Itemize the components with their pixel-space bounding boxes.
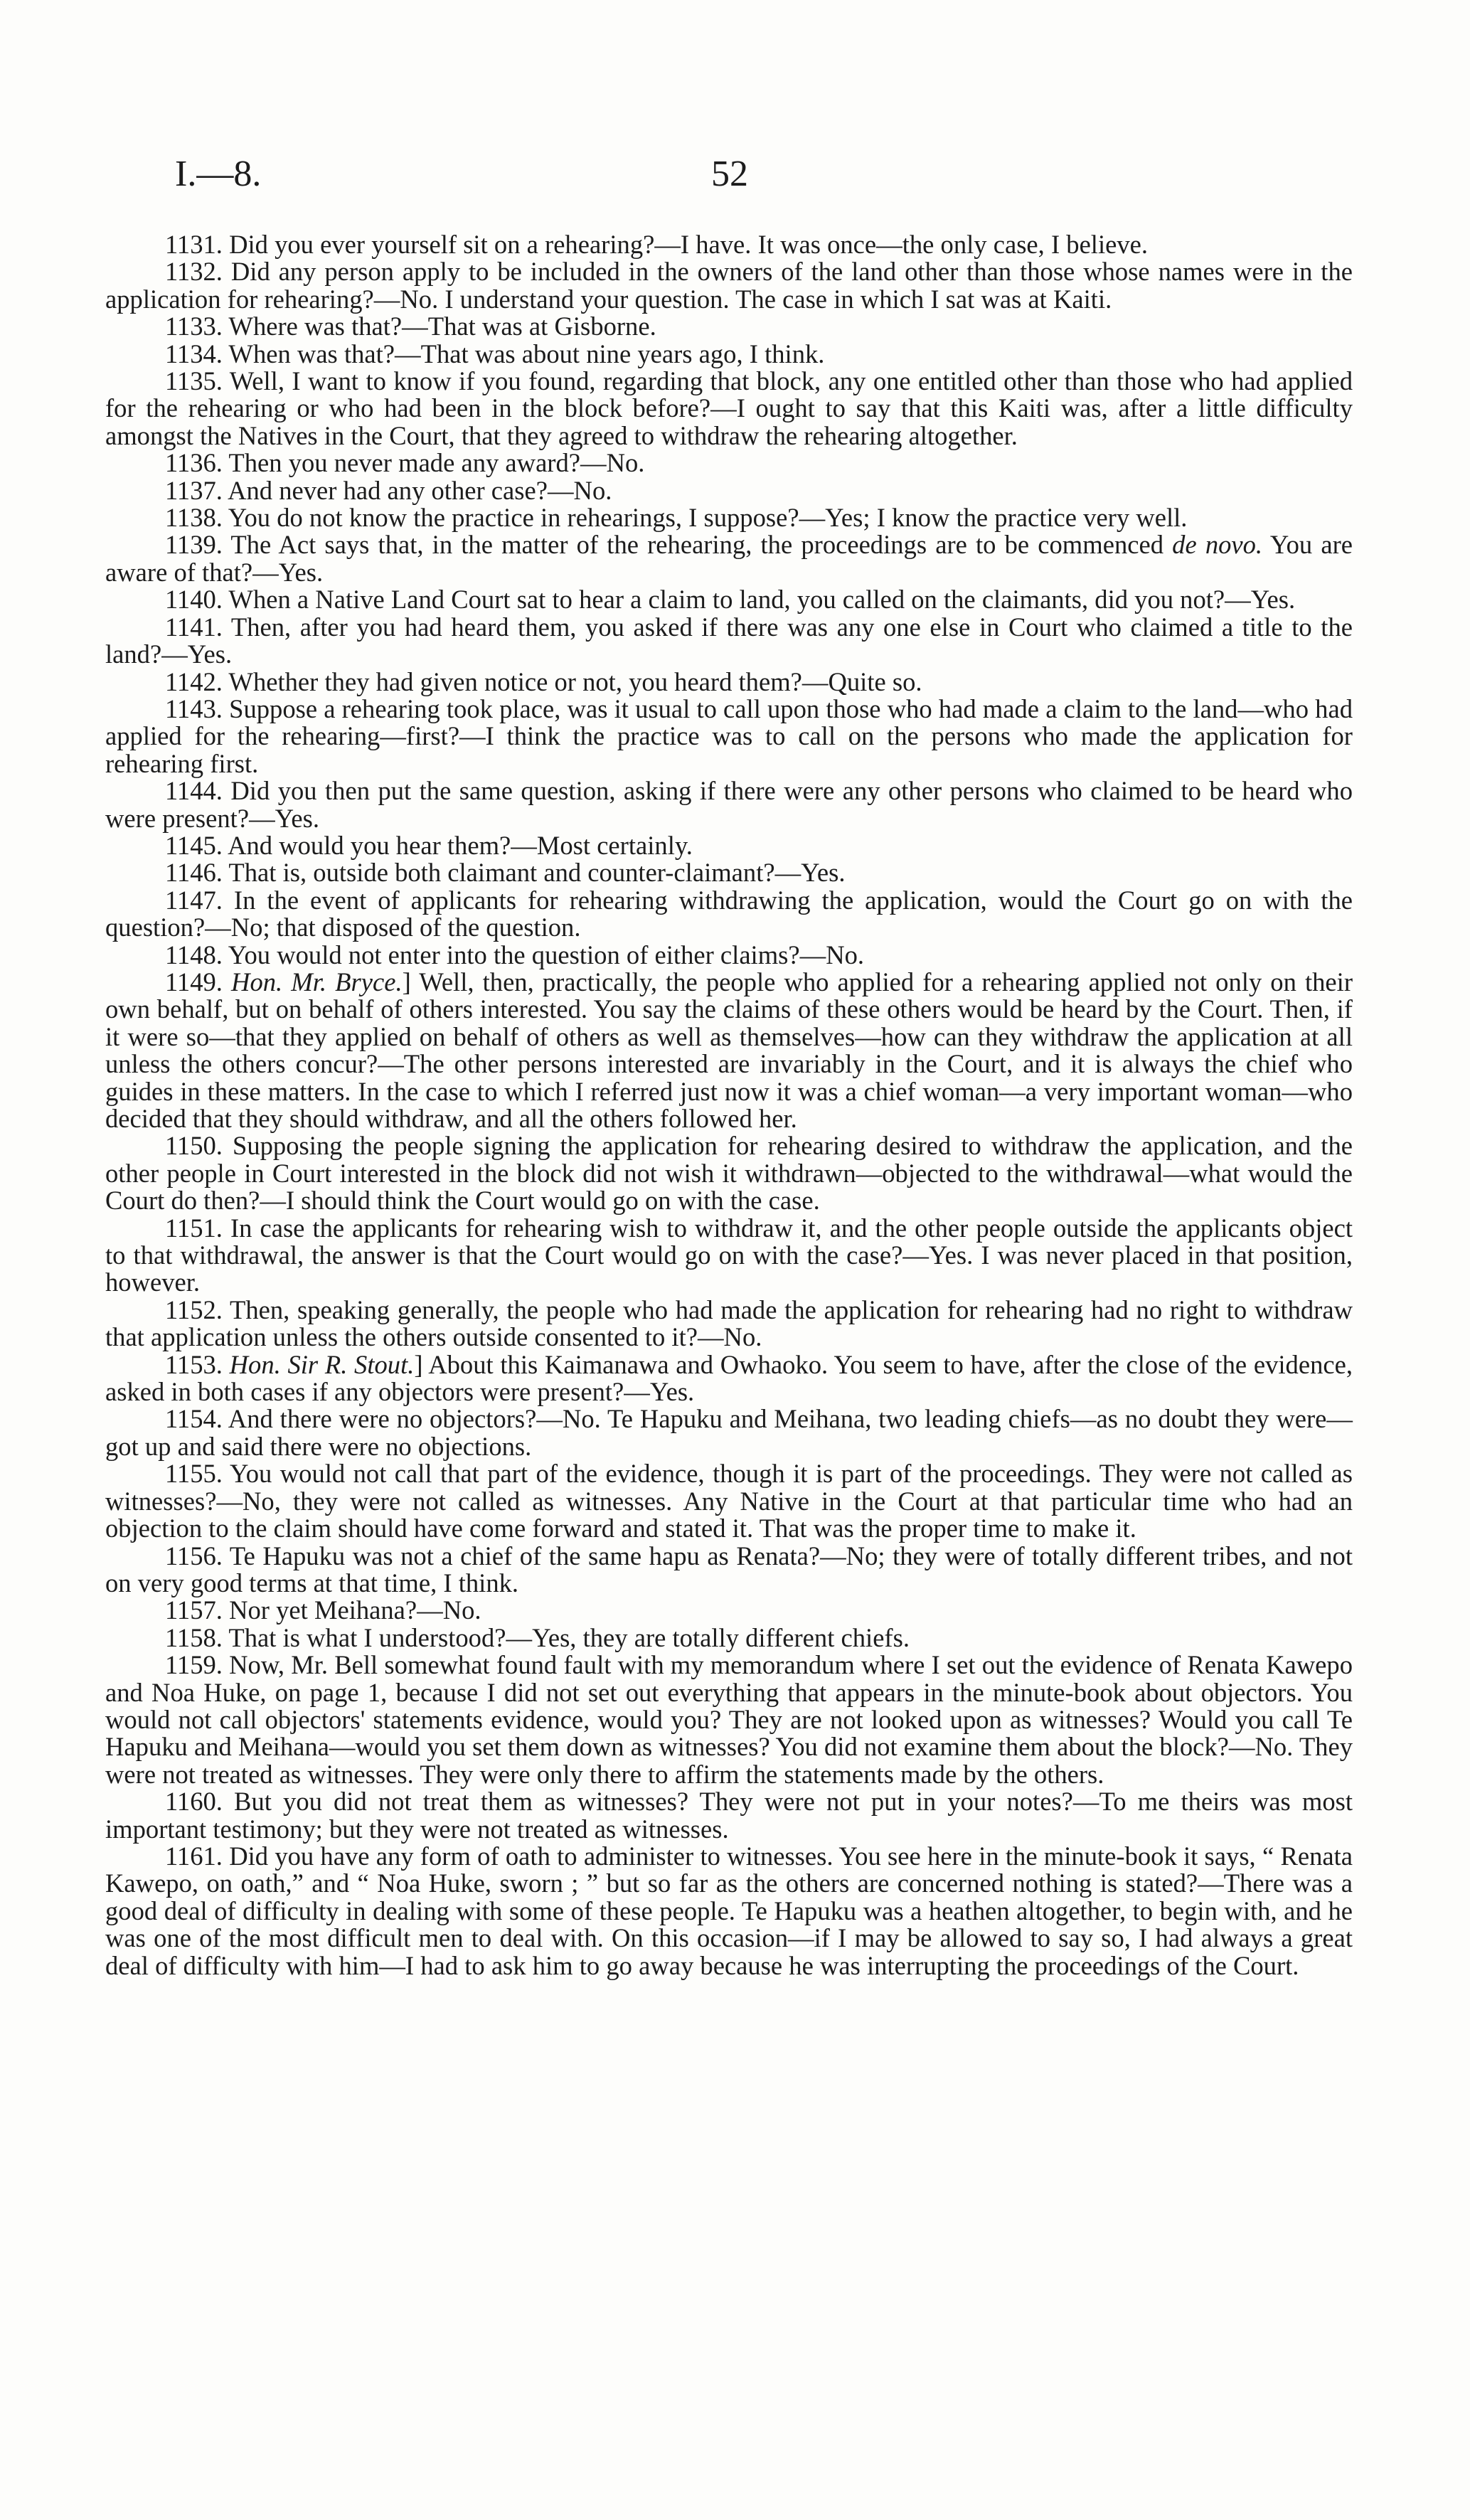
paragraph-1156: 1156. Te Hapuku was not a chief of the same hapu as Renata?—No; they were of totally different tribes, and not on very good terms at that time, I think. bbox=[105, 1541, 1353, 1597]
paragraph-1149: 1149. Hon. Mr. Bryce.] Well, then, practically, the people who applied for a rehearing applied not only on their own behalf, but on behalf of others interested. You say the claims of these others would be heard by the Court. Then, if it were so—that they applied on behalf of others as well as themselves—how can they withdraw the application at all unless the others concur?—The other persons interested are invariably in the Court, and it is always the chief who guides in these matters. In the case to which I referred just now it was a chief woman—a very important woman—who decided that they should withdraw, and all the others followed her. bbox=[105, 967, 1353, 1133]
paragraph-1131: 1131. Did you ever yourself sit on a rehearing?—I have. It was once—the only case, I believe. bbox=[165, 230, 1149, 259]
paragraph-1161: 1161. Did you have any form of oath to administer to witnesses. You see here in the minute-book it says, “ Renata Kawepo, on oath,” and “ Noa Huke, sworn ; ” but so far as the others are concerned nothing is stated?—There was a good deal of difficulty in dealing with some of these people. Te Hapuku was a heathen altogether, to begin with, and he was one of the most difficult men to deal with. On this occasion—if I may be allowed to say so, I had always a great deal of difficulty with him—I had to ask him to go away because he was interrupting the proceedings of the Court. bbox=[105, 1841, 1353, 1980]
paragraph-1152: 1152. Then, speaking generally, the people who had made the application for rehearing had no right to withdraw that application unless the others outside consented to it?—No. bbox=[105, 1294, 1353, 1352]
paragraph-1137: 1137. And never had any other case?—No. bbox=[165, 475, 612, 505]
page-number: 52 bbox=[711, 154, 748, 194]
paragraph-1146: 1146. That is, outside both claimant and counter-claimant?—Yes. bbox=[165, 858, 846, 888]
paragraph-1135: 1135. Well, I want to know if you found, regarding that block, any one entitled other than those who had applied for the rehearing or who had been in the block before?—I ought to say that this Kaiti was, after a little difficulty amongst the Natives in the Court, that they agreed to withdraw the rehearing altogether. bbox=[105, 366, 1353, 450]
paragraph-1134: 1134. When was that?—That was about nine years ago, I think. bbox=[165, 339, 825, 368]
paragraph-1144: 1144. Did you then put the same question, asking if there were any other persons who claimed to be heard who were present?—Yes. bbox=[105, 776, 1353, 833]
paragraph-1142: 1142. Whether they had given notice or not, you heard them?—Quite so. bbox=[165, 666, 922, 696]
evidence-body bbox=[105, 231, 1353, 1979]
paragraph-1145: 1145. And would you hear them?—Most certainly. bbox=[165, 830, 693, 860]
paragraph-1153: 1153. Hon. Sir R. Stout.] About this Kaimanawa and Owhaoko. You seem to have, after the close of the evidence, asked in both cases if any objectors were present?—Yes. bbox=[105, 1349, 1353, 1407]
paragraph-1154: 1154. And there were no objectors?—No. Te Hapuku and Meihana, two leading chiefs—as no doubt they were—got up and said there were no objections. bbox=[105, 1404, 1353, 1461]
paragraph-1159: 1159. Now, Mr. Bell somewhat found fault with my memorandum where I set out the evidence of Renata Kawepo and Noa Huke, on page 1, because I did not set out everything that appears in the minute-book about objectors. You would not call objectors' statements evidence, would you? They are not looked upon as witnesses? Would you call Te Hapuku and Meihana—would you set them down as witnesses? You did not examine them about the block?—No. They were not treated as witnesses. They were only there to affirm the statements made by the others. bbox=[105, 1650, 1353, 1789]
paragraph-1132: 1132. Did any person apply to be included in the owners of the land other than those whose names were in the application for rehearing?—No. I understand your question. The case in which I sat was at Kaiti. bbox=[105, 257, 1353, 314]
paper-reference: I.—8. bbox=[175, 154, 262, 194]
paragraph-1138: 1138. You do not know the practice in rehearings, I suppose?—Yes; I know the practice very well. bbox=[165, 503, 1188, 533]
paragraph-1133: 1133. Where was that?—That was at Gisborne. bbox=[165, 312, 656, 341]
paragraph-1160: 1160. But you did not treat them as witnesses? They were not put in your notes?—To me theirs was most important testimony; but they were not treated as witnesses. bbox=[105, 1787, 1353, 1844]
paragraph-1158: 1158. That is what I understood?—Yes, they are totally different chiefs. bbox=[165, 1622, 910, 1652]
paragraph-1148: 1148. You would not enter into the question of either claims?—No. bbox=[165, 940, 865, 969]
paragraph-1136: 1136. Then you never made any award?—No. bbox=[165, 448, 645, 478]
paragraph-1150: 1150. Supposing the people signing the application for rehearing desired to withdraw the application, and the other people in Court interested in the block did not wish it withdrawn—objected to the withdrawal—what would the Court do then?—I should think the Court would go on with the case. bbox=[105, 1131, 1353, 1216]
paragraph-1151: 1151. In case the applicants for rehearing wish to withdraw it, and the other people outside the applicants object to that withdrawal, the answer is that the Court would go on with the case?—Yes. I was never placed in that position, however. bbox=[105, 1213, 1353, 1297]
paragraph-1143: 1143. Suppose a rehearing took place, was it usual to call upon those who had made a claim to the land—who had applied for the rehearing—first?—I think the practice was to call on the persons who made the application for rehearing first. bbox=[105, 693, 1353, 778]
paragraph-1141: 1141. Then, after you had heard them, you asked if there was any one else in Court who claimed a title to the land?—Yes. bbox=[105, 612, 1353, 669]
paragraph-1147: 1147. In the event of applicants for rehearing withdrawing the application, would the Court go on with the question?—No; that disposed of the question. bbox=[105, 885, 1353, 942]
paragraph-1157: 1157. Nor yet Meihana?—No. bbox=[165, 1595, 481, 1625]
paragraph-1155: 1155. You would not call that part of the evidence, though it is part of the proceedings. They were not called as witnesses?—No, they were not called as witnesses. Any Native in the Court at that particular time who had an objection to the claim should have come forward and stated it. That was the proper time to make it. bbox=[105, 1459, 1353, 1543]
paragraph-1140: 1140. When a Native Land Court sat to hear a claim to land, you called on the claimants, did you not?—Yes. bbox=[165, 585, 1296, 615]
paragraph-1139: 1139. The Act says that, in the matter of the rehearing, the proceedings are to be commenced de novo. You are aware of that?—Yes. bbox=[105, 530, 1353, 587]
